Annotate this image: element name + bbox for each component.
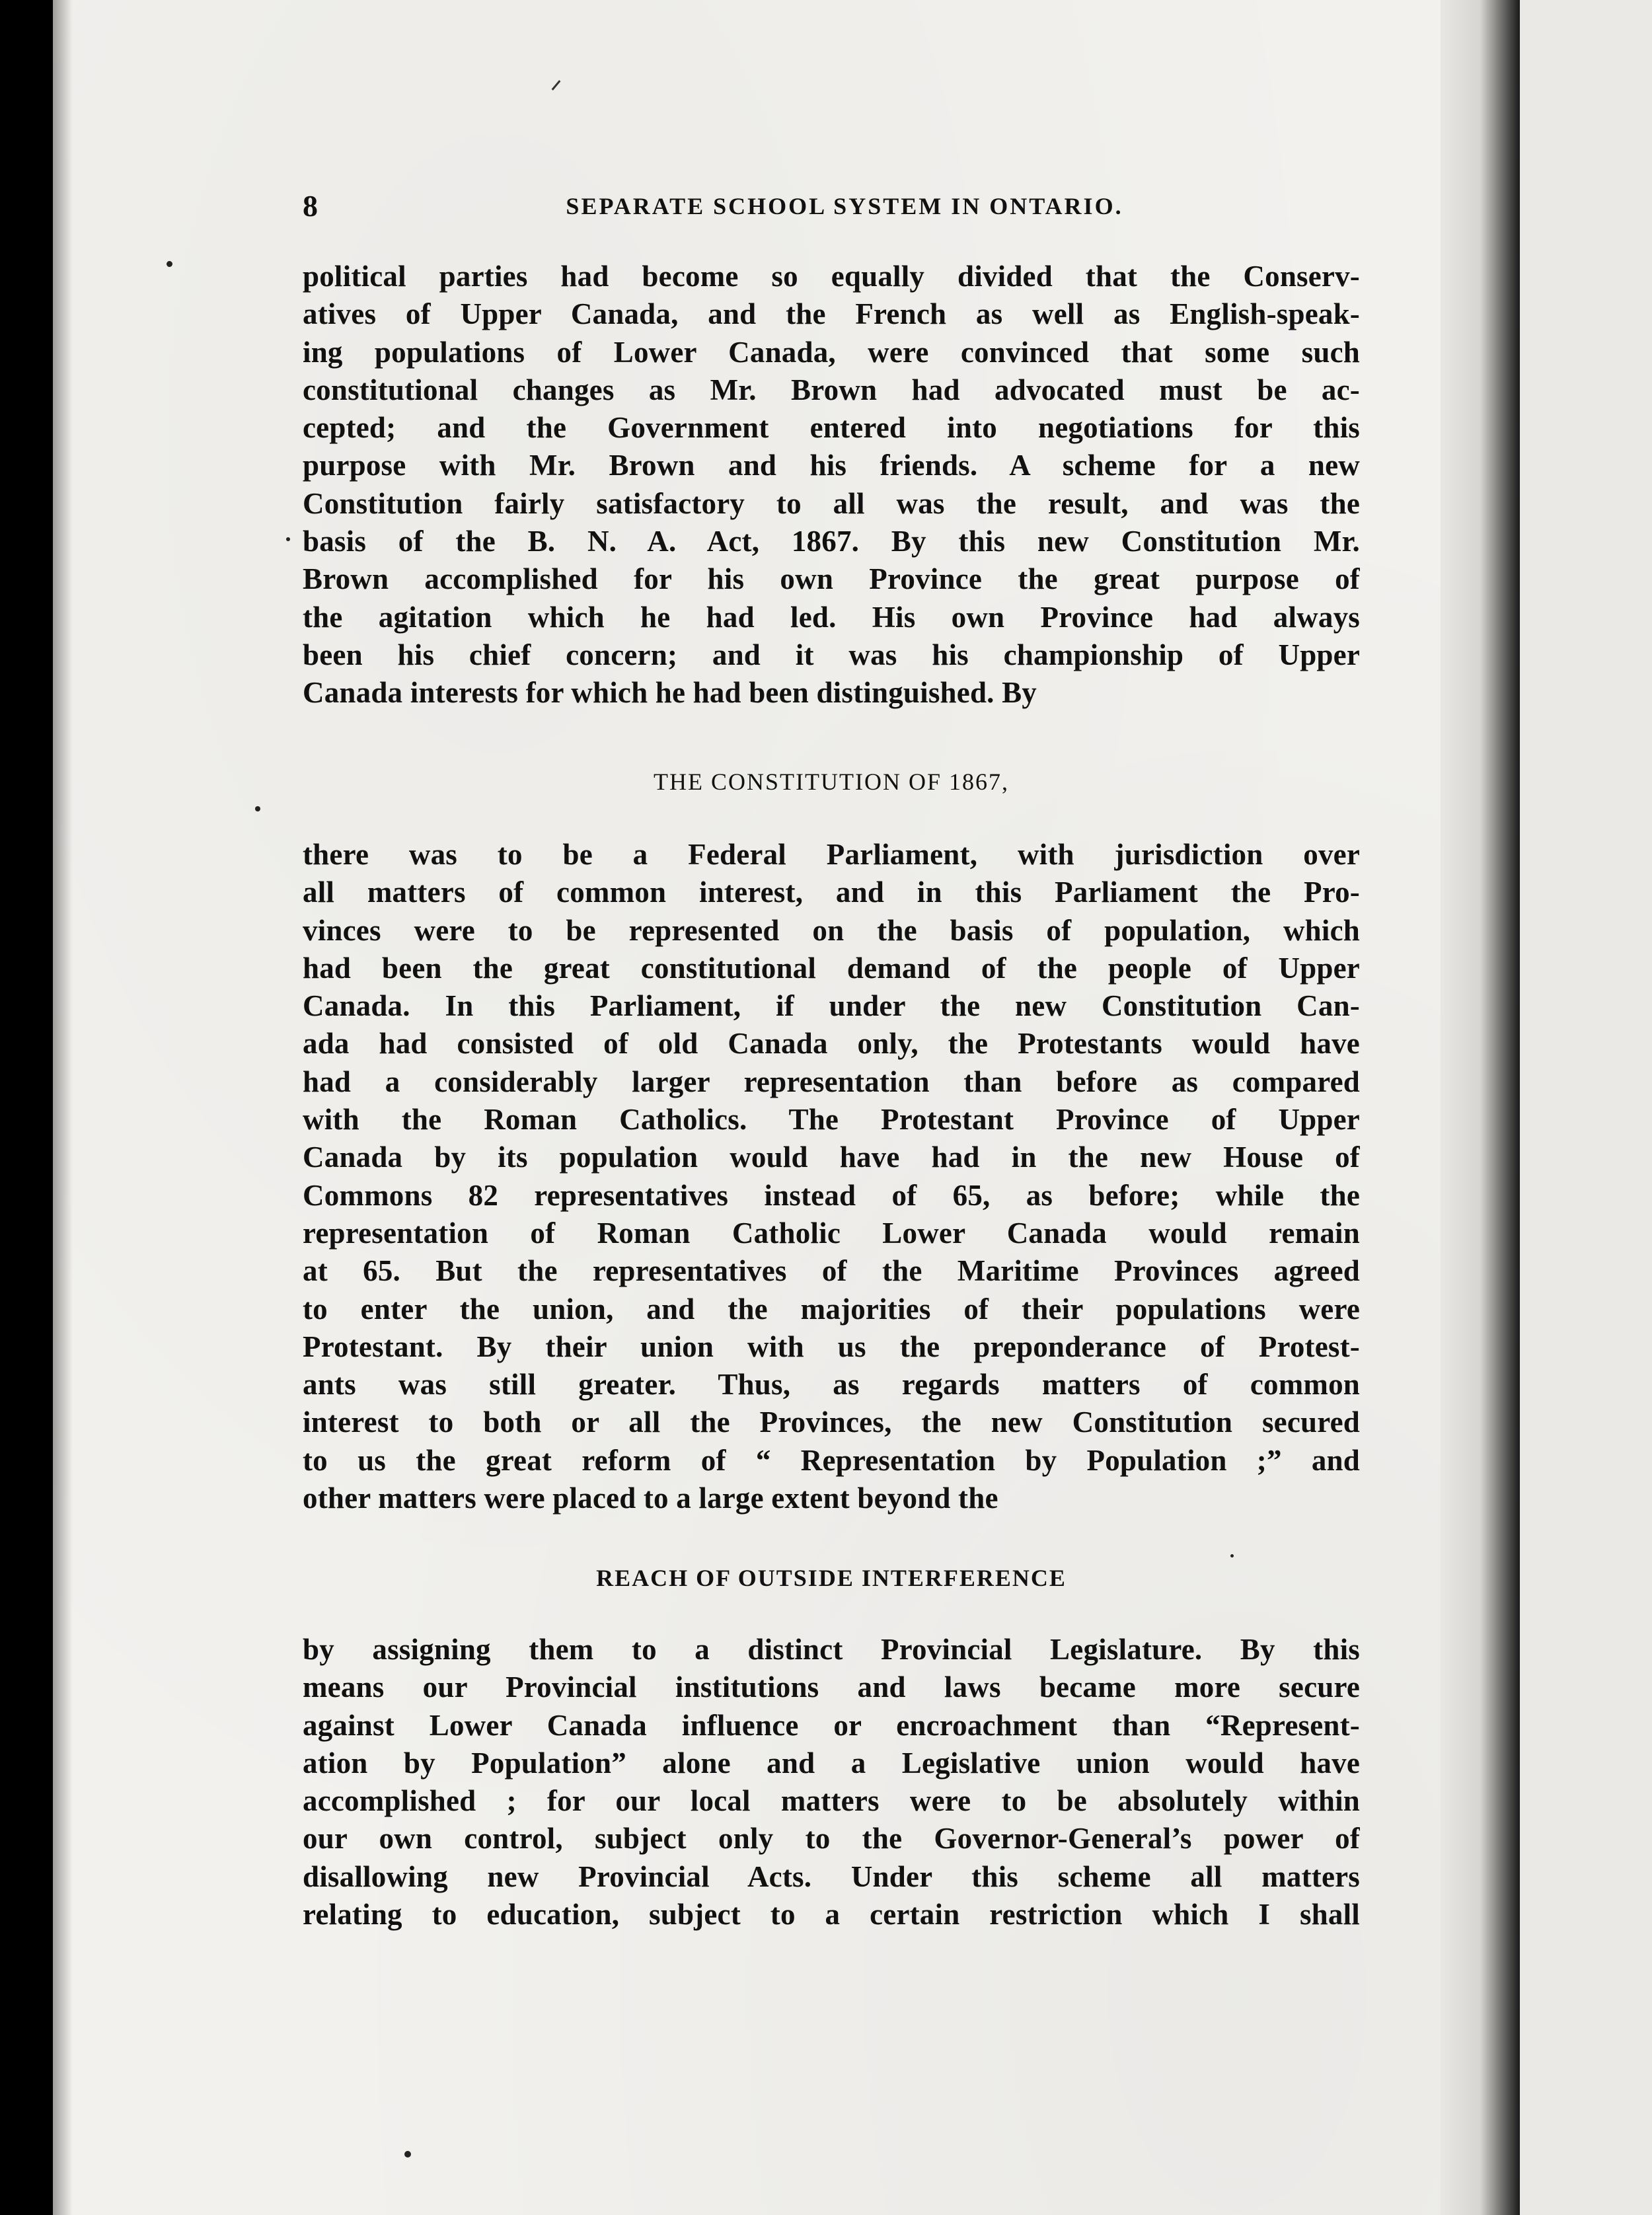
text-line: Brown accomplished for his own Province the great purpose of <box>303 562 1360 596</box>
text-line: constitutional changes as Mr. Brown had advocated must be ac- <box>303 373 1360 406</box>
text-line: purpose with Mr. Brown and his friends. A scheme for a new <box>303 449 1360 482</box>
text-line: cepted; and the Government entered into negotiations for this <box>303 411 1360 445</box>
text-line: had been the great constitutional demand of the people of Upper <box>303 951 1360 985</box>
paragraph-1 <box>303 258 1360 712</box>
text-line: against Lower Canada influence or encroachment than “Represent- <box>303 1708 1360 1742</box>
text-line: political parties had become so equally divided that the Conserv- <box>303 260 1360 293</box>
page-edge-shadow <box>53 0 73 2215</box>
running-head <box>303 186 1360 226</box>
scan-speck <box>1230 1554 1234 1558</box>
scan-speck <box>286 537 290 541</box>
text-line: accomplished ; for our local matters were to be absolutely within <box>303 1784 1360 1818</box>
text-line: Protestant. By their union with us the preponderance of Protest- <box>303 1330 1360 1363</box>
paragraph-2 <box>303 836 1360 1517</box>
scan-speck <box>404 2151 411 2158</box>
text-line: had a considerably larger representation than before as compared <box>303 1065 1360 1098</box>
text-line: our own control, subject only to the Governor-General’s power of <box>303 1822 1360 1856</box>
text-line: there was to be a Federal Parliament, with jurisdiction over <box>303 838 1360 871</box>
text-line: means our Provincial institutions and laws became more secure <box>303 1671 1360 1704</box>
text-line: atives of Upper Canada, and the French as well as English-speak- <box>303 297 1360 331</box>
text-line: Constitution fairly satisfactory to all was the result, and was the <box>303 486 1360 520</box>
text-line: other matters were placed to a large extent beyond the <box>303 1482 998 1515</box>
section-heading-constitution: THE CONSTITUTION OF 1867, <box>654 769 1009 795</box>
text-line: interest to both or all the Provinces, the new Constitution secured <box>303 1406 1360 1439</box>
text-line: ing populations of Lower Canada, were convinced that some such <box>303 335 1360 369</box>
section-heading-interference: REACH OF OUTSIDE INTERFERENCE <box>596 1565 1067 1591</box>
text-line: Canada by its population would have had in the new House of <box>303 1141 1360 1174</box>
text-line: been his chief concern; and it was his championship of Upper <box>303 638 1360 671</box>
text-line: Commons 82 representatives instead of 65, as before; while the <box>303 1178 1360 1212</box>
scan-speck <box>255 806 260 811</box>
text-line: the agitation which he had led. His own Province had always <box>303 600 1360 634</box>
text-line: ada had consisted of old Canada only, the Protestants would have <box>303 1027 1360 1061</box>
running-title: SEPARATE SCHOOL SYSTEM IN ONTARIO. <box>566 193 1123 219</box>
text-line: disallowing new Provincial Acts. Under this scheme all matters <box>303 1859 1360 1893</box>
next-page-margin <box>1520 0 1652 2215</box>
page-number: 8 <box>303 189 318 223</box>
paragraph-3 <box>303 1631 1360 1933</box>
text-line: basis of the B. N. A. Act, 1867. By this new Constitution Mr. <box>303 525 1360 558</box>
book-gutter <box>1441 0 1520 2215</box>
text-line: all matters of common interest, and in this Parliament the Pro- <box>303 876 1360 909</box>
text-line: to enter the union, and the majorities of their populations were <box>303 1292 1360 1326</box>
text-line: representation of Roman Catholic Lower Canada would remain <box>303 1216 1360 1250</box>
text-line: ants was still greater. Thus, as regards matters of common <box>303 1368 1360 1402</box>
text-line: at 65. But the representatives of the Maritime Provinces agreed <box>303 1254 1360 1288</box>
text-line: ation by Population” alone and a Legislative union would have <box>303 1746 1360 1780</box>
text-line: relating to education, subject to a certain restriction which I shall <box>303 1898 1360 1932</box>
scan-speck <box>167 261 172 267</box>
text-line: by assigning them to a distinct Provincial Legislature. By this <box>303 1633 1360 1666</box>
text-line: Canada interests for which he had been distinguished. By <box>303 676 1037 710</box>
text-line: vinces were to be represented on the basis of population, which <box>303 913 1360 947</box>
text-line: with the Roman Catholics. The Protestant Province of Upper <box>303 1103 1360 1137</box>
text-line: to us the great reform of “ Representation by Population ;” and <box>303 1443 1360 1477</box>
text-line: Canada. In this Parliament, if under the new Constitution Can- <box>303 989 1360 1023</box>
